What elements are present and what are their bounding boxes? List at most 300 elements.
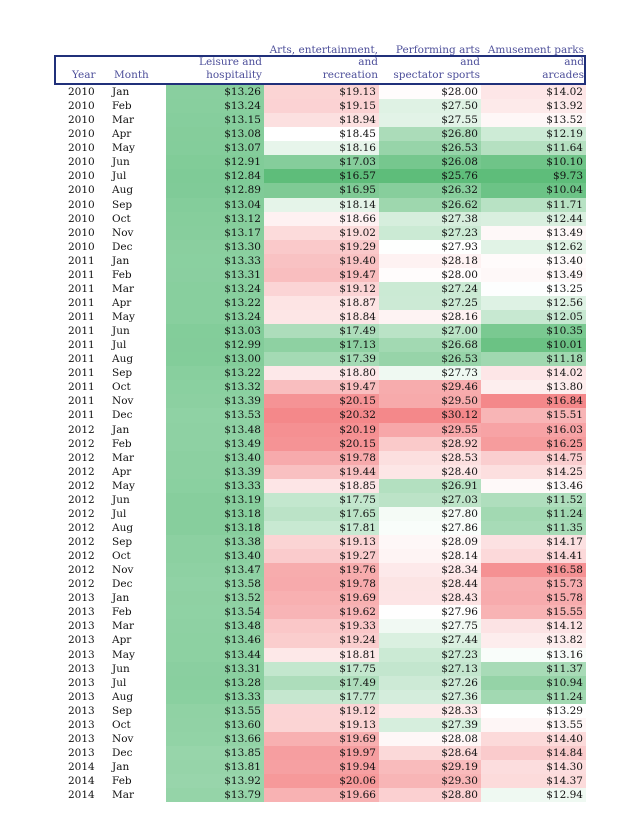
year-cell: 2010	[68, 156, 95, 169]
month-cell: Oct	[112, 381, 131, 394]
leisure-header-line2: hospitality	[206, 68, 262, 81]
leisure-cell: $13.03	[166, 324, 264, 338]
table-row	[54, 690, 586, 704]
amusement-cell: $12.05	[481, 310, 586, 324]
leisure-cell: $13.07	[166, 141, 264, 155]
table-row	[54, 746, 586, 760]
arts-cell: $17.13	[264, 338, 379, 352]
year-cell: 2012	[68, 493, 95, 506]
performing-cell: $26.53	[379, 352, 481, 366]
table-row	[54, 99, 586, 113]
leisure-cell: $13.38	[166, 535, 264, 549]
month-cell: Mar	[112, 789, 135, 802]
leisure-cell: $13.85	[166, 746, 264, 760]
performing-cell: $27.39	[379, 718, 481, 732]
year-cell: 2013	[68, 634, 95, 647]
leisure-cell: $12.91	[166, 155, 264, 169]
table-row	[54, 113, 586, 127]
table-row	[54, 296, 586, 310]
year-cell: 2010	[68, 86, 95, 98]
performing-cell: $29.30	[379, 774, 481, 788]
performing-cell: $26.68	[379, 338, 481, 352]
performing-cell: $28.92	[379, 437, 481, 451]
leisure-cell: $13.30	[166, 240, 264, 254]
year-cell: 2012	[68, 564, 95, 577]
performing-cell: $28.53	[379, 451, 481, 465]
table-row	[54, 366, 586, 380]
amusement-cell: $10.94	[481, 676, 586, 690]
leisure-cell: $13.46	[166, 633, 264, 647]
year-cell: 2012	[68, 550, 95, 563]
leisure-cell: $12.84	[166, 169, 264, 183]
performing-cell: $27.86	[379, 521, 481, 535]
amusement-cell: $10.04	[481, 183, 586, 197]
performing-cell: $27.50	[379, 99, 481, 113]
leisure-cell: $13.18	[166, 507, 264, 521]
month-cell: Mar	[112, 114, 135, 127]
arts-header-line1: Arts, entertainment, and	[269, 43, 378, 68]
month-cell: Mar	[112, 282, 135, 295]
arts-cell: $18.84	[264, 310, 379, 324]
year-cell: 2012	[68, 451, 95, 464]
amusement-cell: $15.51	[481, 408, 586, 422]
arts-cell: $16.95	[264, 183, 379, 197]
table-row	[54, 633, 586, 647]
arts-cell: $17.39	[264, 352, 379, 366]
year-cell: 2010	[68, 100, 95, 113]
leisure-cell: $13.48	[166, 423, 264, 437]
leisure-cell: $13.24	[166, 282, 264, 296]
month-cell: Jun	[112, 156, 130, 169]
year-cell: 2010	[68, 142, 95, 155]
amusement-header	[484, 44, 584, 82]
year-cell: 2013	[68, 662, 95, 675]
leisure-cell: $13.47	[166, 563, 264, 577]
year-cell: 2014	[68, 789, 95, 802]
month-cell: Dec	[112, 746, 133, 759]
arts-cell: $18.85	[264, 479, 379, 493]
table-row	[54, 226, 586, 240]
month-cell: May	[112, 648, 135, 661]
leisure-cell: $13.79	[166, 788, 264, 802]
performing-cell: $28.80	[379, 788, 481, 802]
leisure-cell: $13.17	[166, 226, 264, 240]
performing-cell: $28.16	[379, 310, 481, 324]
arts-cell: $19.27	[264, 549, 379, 563]
amusement-cell: $15.55	[481, 605, 586, 619]
month-cell: Nov	[112, 732, 134, 745]
performing-cell: $27.73	[379, 366, 481, 380]
arts-cell: $19.78	[264, 451, 379, 465]
amusement-cell: $14.25	[481, 465, 586, 479]
arts-cell: $19.62	[264, 605, 379, 619]
month-cell: Feb	[112, 606, 132, 619]
table-row	[54, 465, 586, 479]
arts-cell: $19.13	[264, 718, 379, 732]
leisure-cell: $13.08	[166, 127, 264, 141]
amusement-cell: $14.37	[481, 774, 586, 788]
year-cell: 2012	[68, 423, 95, 436]
amusement-cell: $15.73	[481, 577, 586, 591]
leisure-cell: $13.60	[166, 718, 264, 732]
performing-cell: $25.76	[379, 169, 481, 183]
leisure-cell: $13.48	[166, 619, 264, 633]
arts-cell: $19.12	[264, 282, 379, 296]
table-row	[54, 198, 586, 212]
table-row	[54, 479, 586, 493]
table-row	[54, 760, 586, 774]
table-header	[54, 43, 586, 85]
arts-cell: $17.65	[264, 507, 379, 521]
amusement-cell: $14.75	[481, 451, 586, 465]
year-cell: 2012	[68, 479, 95, 492]
amusement-cell: $16.58	[481, 563, 586, 577]
amusement-cell: $14.02	[481, 85, 586, 99]
table-row	[54, 563, 586, 577]
leisure-cell: $13.22	[166, 366, 264, 380]
leisure-cell: $13.04	[166, 198, 264, 212]
year-cell: 2011	[68, 268, 95, 281]
amusement-cell: $13.16	[481, 648, 586, 662]
month-cell: May	[112, 311, 135, 323]
arts-cell: $19.02	[264, 226, 379, 240]
table-row	[54, 394, 586, 408]
leisure-cell: $13.26	[166, 85, 264, 99]
performing-cell: $28.08	[379, 732, 481, 746]
month-cell: Feb	[112, 775, 132, 788]
year-cell: 2011	[68, 409, 95, 422]
arts-cell: $19.33	[264, 619, 379, 633]
table-row	[54, 437, 586, 451]
table-row	[54, 352, 586, 366]
performing-cell: $27.26	[379, 676, 481, 690]
month-cell: Sep	[112, 704, 133, 717]
leisure-cell: $13.40	[166, 549, 264, 563]
table-row	[54, 324, 586, 338]
year-cell: 2014	[68, 761, 95, 773]
amusement-cell: $11.24	[481, 507, 586, 521]
table-row	[54, 408, 586, 422]
arts-cell: $19.76	[264, 563, 379, 577]
leisure-cell: $13.52	[166, 591, 264, 605]
amusement-cell: $10.35	[481, 324, 586, 338]
performing-cell: $27.23	[379, 226, 481, 240]
month-cell: Jan	[112, 423, 130, 436]
table-row	[54, 493, 586, 507]
table-row	[54, 282, 586, 296]
month-cell: Mar	[112, 451, 135, 464]
performing-cell: $29.19	[379, 760, 481, 774]
leisure-cell: $13.32	[166, 380, 264, 394]
performing-cell: $26.08	[379, 155, 481, 169]
amusement-cell: $14.17	[481, 535, 586, 549]
amusement-cell: $12.19	[481, 127, 586, 141]
year-cell: 2013	[68, 732, 95, 745]
arts-cell: $17.03	[264, 155, 379, 169]
year-cell: 2010	[68, 184, 95, 197]
month-cell: Jan	[112, 761, 130, 773]
amusement-cell: $12.62	[481, 240, 586, 254]
performing-cell: $27.25	[379, 296, 481, 310]
month-cell: Sep	[112, 367, 133, 380]
leisure-cell: $13.55	[166, 704, 264, 718]
month-cell: Feb	[112, 100, 132, 113]
year-cell: 2011	[68, 325, 95, 338]
month-cell: Jul	[112, 507, 127, 520]
arts-cell: $19.66	[264, 788, 379, 802]
month-cell: Sep	[112, 198, 133, 211]
table-row	[54, 605, 586, 619]
month-cell: Nov	[112, 226, 134, 239]
table-row	[54, 183, 586, 197]
year-cell: 2011	[68, 381, 95, 394]
year-cell: 2011	[68, 311, 95, 323]
month-cell: May	[112, 142, 135, 155]
performing-cell: $30.12	[379, 408, 481, 422]
performing-cell: $26.80	[379, 127, 481, 141]
performing-header	[382, 44, 480, 82]
leisure-cell: $13.53	[166, 408, 264, 422]
amusement-cell: $14.12	[481, 619, 586, 633]
performing-cell: $27.96	[379, 605, 481, 619]
year-cell: 2013	[68, 690, 95, 703]
table-row	[54, 732, 586, 746]
amusement-cell: $16.84	[481, 394, 586, 408]
year-cell: 2012	[68, 521, 95, 534]
year-cell: 2013	[68, 746, 95, 759]
amusement-cell: $11.52	[481, 493, 586, 507]
arts-cell: $18.45	[264, 127, 379, 141]
month-cell: Jun	[112, 493, 130, 506]
performing-cell: $28.33	[379, 704, 481, 718]
arts-cell: $19.44	[264, 465, 379, 479]
arts-cell: $19.13	[264, 535, 379, 549]
arts-cell: $20.15	[264, 437, 379, 451]
amusement-cell: $13.82	[481, 633, 586, 647]
month-cell: Oct	[112, 550, 131, 563]
data-table	[54, 43, 586, 802]
arts-cell: $20.19	[264, 423, 379, 437]
amusement-cell: $13.49	[481, 226, 586, 240]
leisure-header	[166, 56, 262, 81]
month-cell: Dec	[112, 240, 133, 253]
table-row	[54, 268, 586, 282]
table-row	[54, 648, 586, 662]
year-cell: 2012	[68, 437, 95, 450]
performing-cell: $28.14	[379, 549, 481, 563]
year-cell: 2011	[68, 367, 95, 380]
year-cell: 2010	[68, 240, 95, 253]
performing-cell: $27.93	[379, 240, 481, 254]
performing-cell: $28.43	[379, 591, 481, 605]
leisure-cell: $13.54	[166, 605, 264, 619]
year-cell: 2014	[68, 775, 95, 788]
performing-cell: $26.91	[379, 479, 481, 493]
amusement-cell: $13.92	[481, 99, 586, 113]
leisure-cell: $12.89	[166, 183, 264, 197]
amusement-cell: $13.52	[481, 113, 586, 127]
amusement-cell: $14.30	[481, 760, 586, 774]
year-cell: 2013	[68, 592, 95, 605]
leisure-cell: $13.18	[166, 521, 264, 535]
amusement-cell: $14.41	[481, 549, 586, 563]
month-cell: Oct	[112, 212, 131, 225]
amusement-cell: $13.40	[481, 254, 586, 268]
month-cell: Jan	[112, 86, 130, 98]
year-cell: 2010	[68, 170, 95, 183]
year-cell: 2013	[68, 704, 95, 717]
leisure-cell: $12.99	[166, 338, 264, 352]
year-cell: 2013	[68, 676, 95, 689]
arts-cell: $17.77	[264, 690, 379, 704]
year-cell: 2011	[68, 353, 95, 366]
amusement-header-line2: arcades	[542, 68, 584, 81]
performing-cell: $28.00	[379, 85, 481, 99]
table-row	[54, 85, 586, 99]
arts-cell: $19.40	[264, 254, 379, 268]
arts-cell: $18.81	[264, 648, 379, 662]
month-cell: Apr	[112, 465, 132, 478]
leisure-cell: $13.92	[166, 774, 264, 788]
arts-cell: $18.87	[264, 296, 379, 310]
month-cell: Mar	[112, 620, 135, 633]
table-row	[54, 423, 586, 437]
table-row	[54, 380, 586, 394]
amusement-cell: $14.40	[481, 732, 586, 746]
table-row	[54, 451, 586, 465]
amusement-cell: $14.84	[481, 746, 586, 760]
amusement-cell: $13.55	[481, 718, 586, 732]
year-cell: 2012	[68, 465, 95, 478]
arts-cell: $19.97	[264, 746, 379, 760]
amusement-cell: $12.44	[481, 212, 586, 226]
leisure-cell: $13.33	[166, 690, 264, 704]
arts-cell: $18.66	[264, 212, 379, 226]
arts-cell: $19.69	[264, 591, 379, 605]
performing-cell: $29.50	[379, 394, 481, 408]
table-row	[54, 774, 586, 788]
arts-cell: $19.24	[264, 633, 379, 647]
amusement-cell: $12.94	[481, 788, 586, 802]
leisure-cell: $13.24	[166, 99, 264, 113]
month-cell: Apr	[112, 296, 132, 309]
amusement-cell: $11.71	[481, 198, 586, 212]
month-cell: Jul	[112, 676, 127, 689]
arts-cell: $19.69	[264, 732, 379, 746]
arts-cell: $20.15	[264, 394, 379, 408]
amusement-cell: $10.10	[481, 155, 586, 169]
arts-header-line2: recreation	[322, 68, 378, 81]
month-cell: Jun	[112, 325, 130, 338]
year-cell: 2013	[68, 718, 95, 731]
leisure-cell: $13.24	[166, 310, 264, 324]
table-row	[54, 577, 586, 591]
arts-cell: $19.47	[264, 268, 379, 282]
amusement-cell: $9.73	[481, 169, 586, 183]
table-row	[54, 535, 586, 549]
performing-cell: $27.75	[379, 619, 481, 633]
amusement-cell: $11.24	[481, 690, 586, 704]
table-row	[54, 141, 586, 155]
month-cell: Oct	[112, 718, 131, 731]
amusement-header-line1: Amusement parks and	[487, 43, 584, 68]
leisure-cell: $13.44	[166, 648, 264, 662]
year-cell: 2011	[68, 339, 95, 352]
leisure-cell: $13.28	[166, 676, 264, 690]
arts-cell: $18.80	[264, 366, 379, 380]
arts-header	[266, 44, 378, 82]
performing-cell: $27.13	[379, 662, 481, 676]
year-cell: 2013	[68, 620, 95, 633]
arts-cell: $17.75	[264, 493, 379, 507]
table-row	[54, 521, 586, 535]
table-row	[54, 718, 586, 732]
leisure-cell: $13.81	[166, 760, 264, 774]
arts-cell: $19.15	[264, 99, 379, 113]
year-cell: 2010	[68, 226, 95, 239]
performing-cell: $26.62	[379, 198, 481, 212]
performing-cell: $28.40	[379, 465, 481, 479]
month-cell: Sep	[112, 536, 133, 548]
performing-cell: $28.00	[379, 268, 481, 282]
arts-cell: $17.81	[264, 521, 379, 535]
arts-cell: $19.13	[264, 85, 379, 99]
month-cell: Apr	[112, 634, 132, 647]
amusement-cell: $13.29	[481, 704, 586, 718]
amusement-cell: $13.46	[481, 479, 586, 493]
month-cell: Dec	[112, 409, 133, 422]
month-cell: Nov	[112, 395, 134, 408]
amusement-cell: $13.25	[481, 282, 586, 296]
year-cell: 2012	[68, 507, 95, 520]
year-cell: 2010	[68, 128, 95, 141]
year-cell: 2012	[68, 578, 95, 591]
arts-cell: $17.75	[264, 662, 379, 676]
year-header: Year	[72, 68, 96, 81]
month-cell: Dec	[112, 578, 133, 591]
performing-cell: $27.38	[379, 212, 481, 226]
amusement-cell: $12.56	[481, 296, 586, 310]
performing-cell: $29.46	[379, 380, 481, 394]
arts-cell: $20.32	[264, 408, 379, 422]
month-cell: Feb	[112, 437, 132, 450]
leisure-cell: $13.15	[166, 113, 264, 127]
year-cell: 2010	[68, 198, 95, 211]
month-cell: Jan	[112, 592, 130, 605]
leisure-cell: $13.22	[166, 296, 264, 310]
table-row	[54, 310, 586, 324]
year-cell: 2011	[68, 254, 95, 267]
leisure-cell: $13.31	[166, 268, 264, 282]
year-cell: 2010	[68, 212, 95, 225]
table-row	[54, 240, 586, 254]
month-cell: May	[112, 479, 135, 492]
year-cell: 2013	[68, 606, 95, 619]
arts-cell: $19.78	[264, 577, 379, 591]
table-row	[54, 212, 586, 226]
month-header: Month	[114, 68, 149, 81]
month-cell: Jan	[112, 254, 130, 267]
arts-cell: $20.06	[264, 774, 379, 788]
table-row	[54, 549, 586, 563]
performing-cell: $29.55	[379, 423, 481, 437]
table-row	[54, 662, 586, 676]
amusement-cell: $14.02	[481, 366, 586, 380]
leisure-cell: $13.00	[166, 352, 264, 366]
arts-cell: $18.16	[264, 141, 379, 155]
leisure-cell: $13.58	[166, 577, 264, 591]
amusement-cell: $11.37	[481, 662, 586, 676]
